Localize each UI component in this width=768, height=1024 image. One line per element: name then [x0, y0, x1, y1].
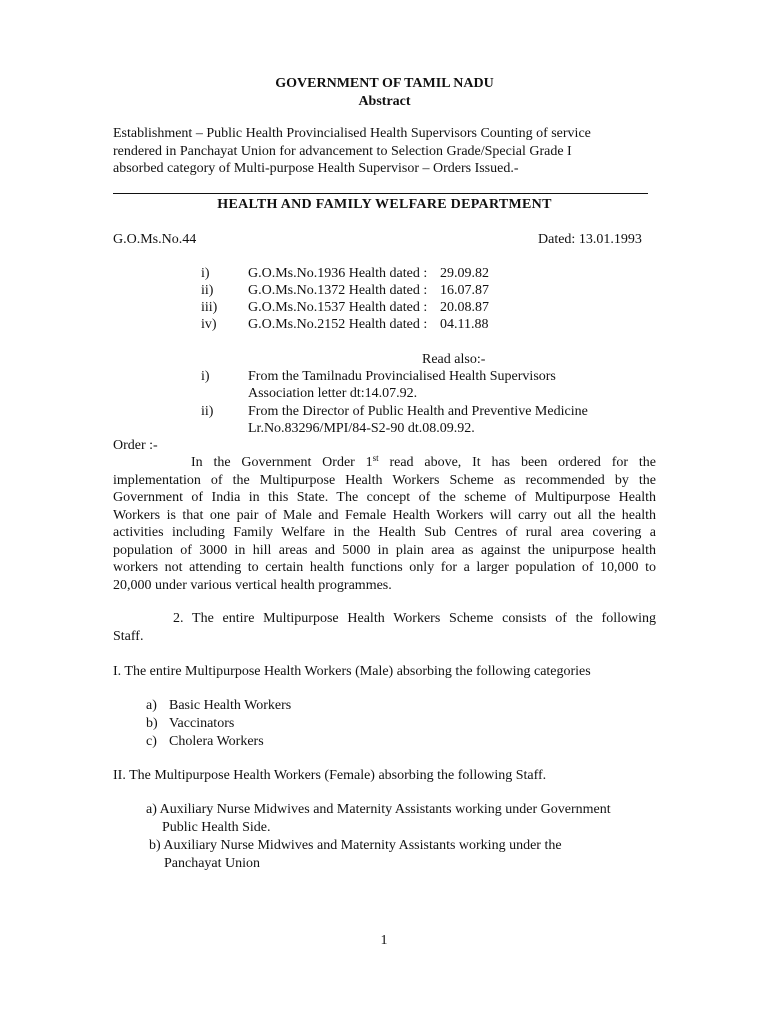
department-heading: HEALTH AND FAMILY WELFARE DEPARTMENT	[217, 197, 552, 212]
reference-text: G.O.Ms.No.1537 Health dated :	[248, 300, 428, 315]
reference-item	[201, 265, 489, 283]
list-text: Cholera Workers	[169, 734, 264, 749]
reference-number: iii)	[201, 300, 218, 315]
subject-line: rendered in Panchayat Union for advancement to Selection Grade/Special Grade I	[113, 143, 572, 159]
read-also-text: From the Tamilnadu Provincialised Health Supervisors	[248, 369, 556, 384]
order-paragraph-1	[113, 454, 656, 594]
list-item: b) Auxiliary Nurse Midwives and Maternity Assistants working under the	[149, 838, 562, 853]
order-paragraph-2	[113, 610, 656, 645]
abstract-heading: Abstract	[358, 94, 411, 109]
list-text: Vaccinators	[169, 716, 235, 731]
paragraph-text: read above, It has been ordered for the	[378, 455, 656, 470]
read-also-item	[201, 368, 556, 386]
read-also-heading: Read also:-	[422, 352, 486, 367]
paragraph-line: 20,000 under various vertical health programmes.	[113, 577, 392, 593]
read-also-number: ii)	[201, 404, 214, 419]
reference-number: ii)	[201, 283, 214, 298]
paragraph-line	[113, 454, 656, 472]
subject-block	[113, 125, 653, 178]
document-title: GOVERNMENT OF TAMIL NADU	[275, 76, 494, 91]
read-also-text: Association letter dt:14.07.92.	[248, 386, 418, 401]
reference-text: G.O.Ms.No.2152 Health dated :	[248, 317, 428, 332]
order-date: Dated: 13.01.1993	[538, 232, 642, 247]
list-marker: a)	[146, 698, 157, 713]
paragraph-line: Workers is that one pair of Male and Female Health Workers will carry out all the health	[113, 507, 656, 523]
reference-number: i)	[201, 266, 210, 281]
read-also-item	[201, 403, 588, 421]
order-number: G.O.Ms.No.44	[113, 232, 197, 247]
reference-date: 20.08.87	[440, 300, 489, 315]
reference-number: iv)	[201, 317, 217, 332]
reference-text: G.O.Ms.No.1372 Health dated :	[248, 283, 428, 298]
reference-date: 16.07.87	[440, 283, 489, 298]
reference-item	[201, 299, 489, 317]
list-item: a) Auxiliary Nurse Midwives and Maternity Assistants working under Government	[146, 802, 611, 817]
order-heading: Order :-	[113, 438, 158, 453]
list-item	[146, 697, 291, 715]
read-also-text: Lr.No.83296/MPI/84-S2-90 dt.08.09.92.	[248, 421, 475, 436]
read-also-number: i)	[201, 369, 210, 384]
female-workers-heading: II. The Multipurpose Health Workers (Female) absorbing the following Staff.	[113, 768, 547, 783]
list-item-continuation: Panchayat Union	[164, 856, 261, 871]
paragraph-line: Staff.	[113, 628, 144, 644]
paragraph-line: workers not attending to certain health functions only for a larger population of 10,000 to	[113, 560, 656, 575]
reference-item	[201, 316, 488, 334]
divider-rule	[113, 193, 648, 194]
paragraph-line: implementation of the Multipurpose Health Workers Scheme as recommended by the	[113, 472, 656, 488]
male-workers-heading: I. The entire Multipurpose Health Workers (Male) absorbing the following categories	[113, 664, 591, 679]
list-text: Basic Health Workers	[169, 698, 292, 713]
paragraph-line: population of 3000 in hill areas and 5000 in plain area as against the unipurpose health	[113, 542, 656, 558]
paragraph-line: Government of India in this State. The concept of the scheme of Multipurpose Health	[113, 490, 656, 505]
reference-date: 04.11.88	[440, 317, 489, 332]
list-marker: c)	[146, 734, 157, 749]
subject-line: Establishment – Public Health Provincialised Health Supervisors Counting of service	[113, 126, 591, 141]
page-number: 1	[380, 933, 388, 948]
reference-text: G.O.Ms.No.1936 Health dated :	[248, 266, 428, 281]
subject-line: absorbed category of Multi-purpose Health Supervisor – Orders Issued.-	[113, 161, 519, 176]
reference-date: 29.09.82	[440, 266, 489, 281]
paragraph-line: 2. The entire Multipurpose Health Workers Scheme consists of the following	[173, 611, 656, 626]
read-also-text: From the Director of Public Health and Preventive Medicine	[248, 404, 588, 419]
paragraph-line: activities including Family Welfare in the Health Sub Centres of rural area covering a	[113, 525, 656, 540]
list-item-continuation: Public Health Side.	[162, 820, 271, 835]
list-item	[146, 733, 264, 751]
paragraph-text: In the Government Order 1	[191, 455, 373, 470]
list-item	[146, 715, 234, 733]
reference-item	[201, 282, 489, 300]
list-marker: b)	[146, 716, 158, 731]
ordinal-superscript: st	[372, 453, 379, 463]
